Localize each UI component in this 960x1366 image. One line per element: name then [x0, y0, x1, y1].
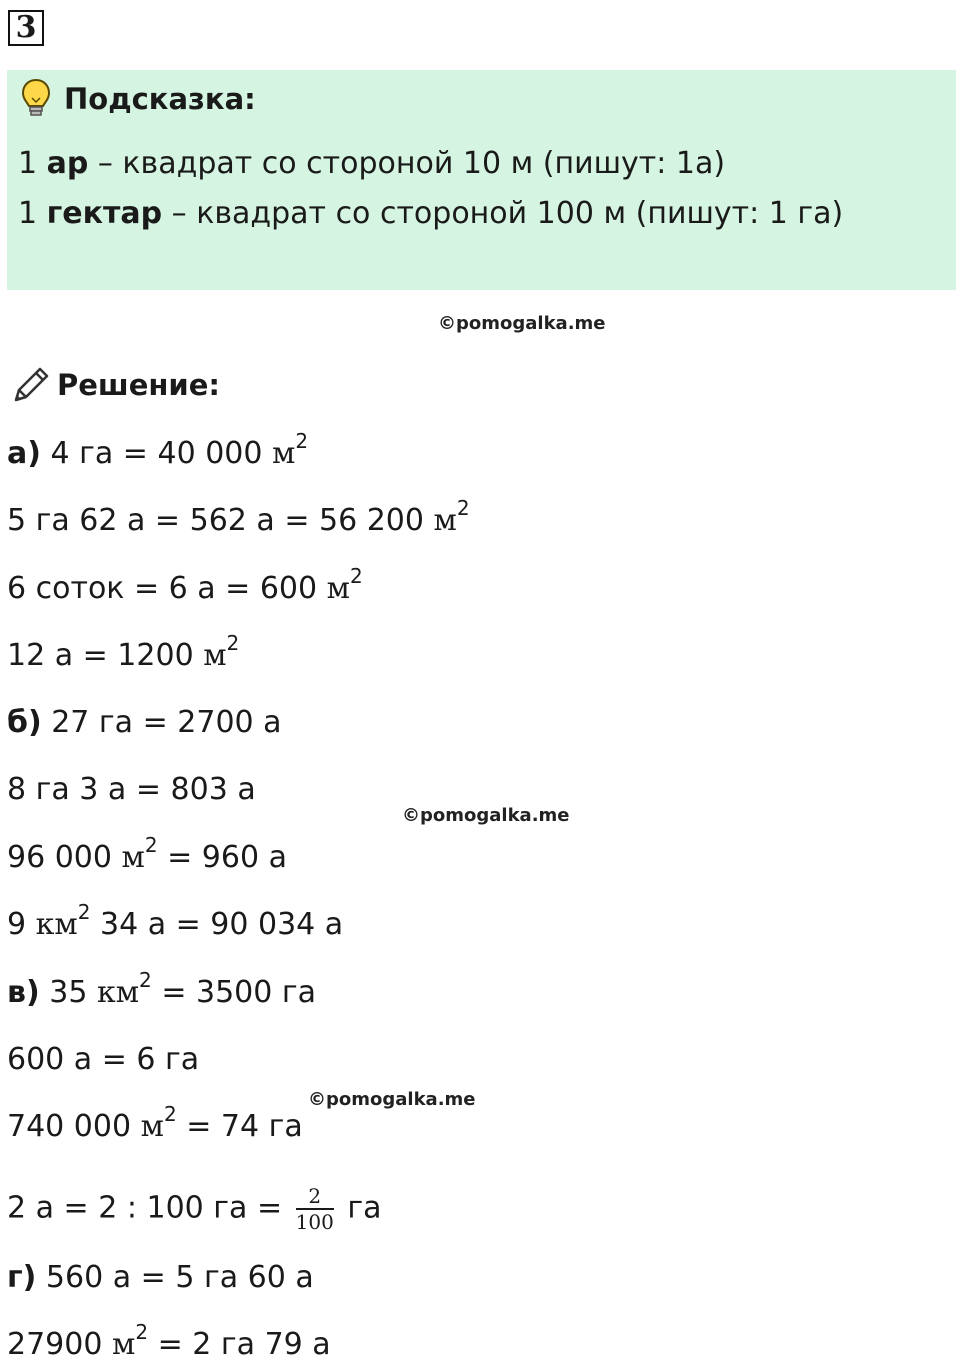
pencil-icon	[10, 364, 52, 406]
fraction: $\frac{2}{100}$	[295, 1184, 334, 1234]
solution-line-v4: 2 а = 2 : 100 га = $\frac{2}{100}$ га	[7, 1184, 382, 1234]
solution-line-v2: 600 а = 6 га	[7, 1042, 200, 1077]
solution-line-b2: 8 га 3 а = 803 а	[7, 772, 256, 807]
solution-line-b1: б) 27 га = 2700 а	[7, 705, 282, 740]
hint-title: Подсказка:	[64, 82, 256, 116]
task-number: 3	[8, 10, 44, 46]
solution-title: Решение:	[57, 368, 221, 402]
watermark: ©pomogalka.me	[438, 313, 606, 334]
solution-line-v1: в) 35 $км^2 = 3500$ га	[7, 968, 317, 1010]
solution-line-b4: 9 $км^2$ 34 а = 90 034 а	[7, 900, 344, 942]
solution-line-g1: г) 560 а = 5 га 60 а	[7, 1260, 314, 1295]
solution-line-v3: 740 000 $м^2 = 74$ га	[7, 1102, 303, 1144]
hint-line-hectare: 1 гектар – квадрат со стороной 100 м (пишут: 1 га)	[18, 196, 844, 231]
watermark: ©pomogalka.me	[402, 805, 570, 826]
watermark: ©pomogalka.me	[308, 1089, 476, 1110]
solution-line-b3: 96 000 $м^2 = 960$ а	[7, 833, 287, 875]
solution-line-a2: 5 га 62 а = 562 а = 56 200 $м^2$	[7, 496, 470, 538]
solution-line-g2: 27900 $м^2 = 2$ га 79 а	[7, 1320, 331, 1362]
lightbulb-icon	[20, 78, 52, 118]
solution-line-a3: 6 соток = 6 а = 600 $м^2$	[7, 564, 363, 606]
hint-line-ar: 1 ар – квадрат со стороной 10 м (пишут: 1а)	[18, 146, 726, 181]
solution-line-a1: а) 4 га = 40 000 $м^2$	[7, 429, 309, 471]
solution-line-a4: 12 а = 1200 $м^2$	[7, 631, 240, 673]
